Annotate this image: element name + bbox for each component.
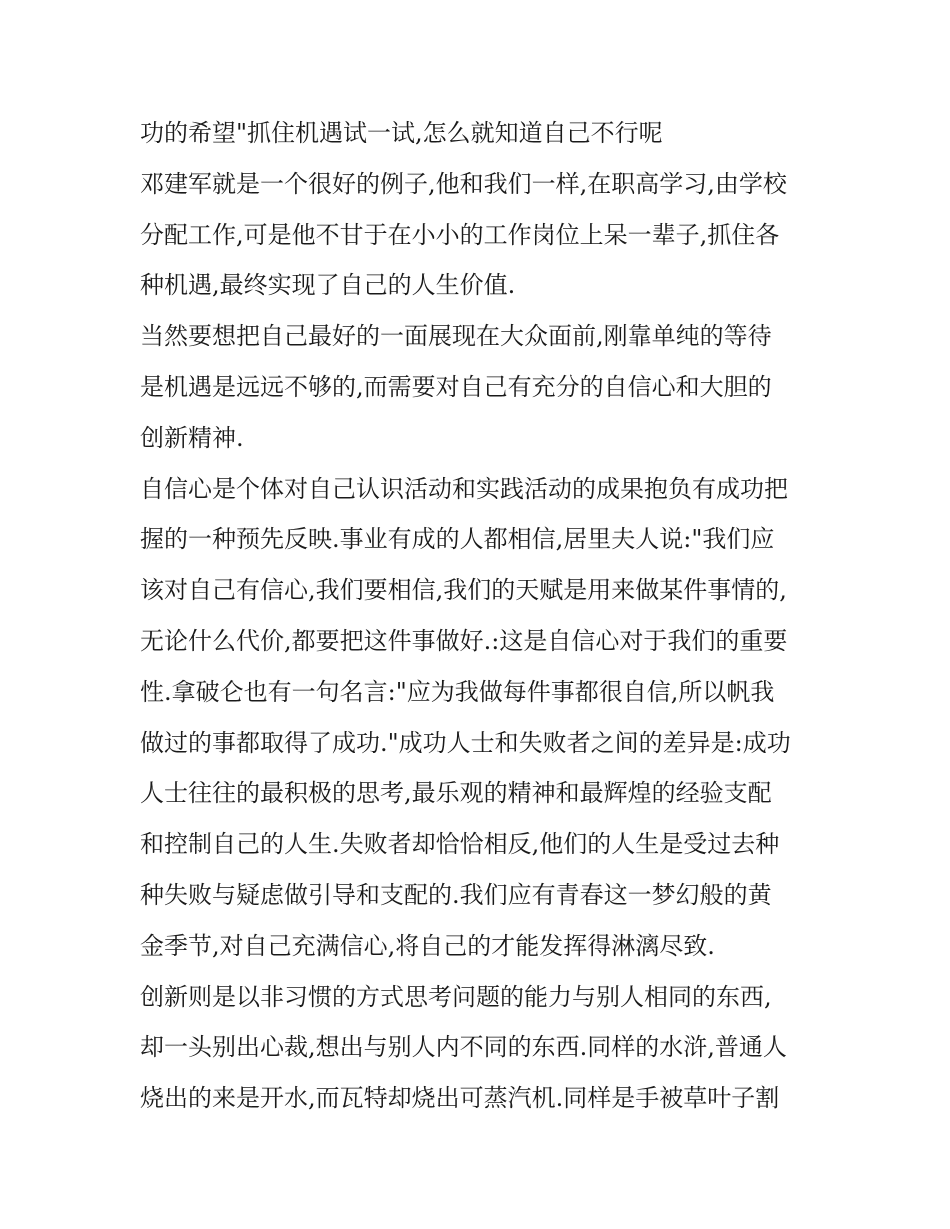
text-line: 性.拿破仑也有一句名言:"应为我做每件事都很自信,所以帆我 (140, 677, 775, 706)
text-line: 人士往往的最积极的思考,最乐观的精神和最辉煌的经验支配 (140, 779, 772, 808)
text-line: 分配工作,可是他不甘于在小小的工作岗位上呆一辈子,抓住各 (140, 220, 780, 249)
text-line: 自信心是个体对自己认识活动和实践活动的成果抱负有成功把 (140, 474, 788, 503)
text-line: 创新精神. (140, 423, 244, 452)
text-line: 无论什么代价,都要把这件事做好.:这是自信心对于我们的重要 (140, 626, 788, 655)
text-line: 功的希望"抓住机遇试一试,怎么就知道自己不行呢 (140, 119, 663, 147)
text-line: 邓建军就是一个很好的例子,他和我们一样,在职高学习,由学校 (140, 169, 787, 198)
text-line: 和控制自己的人生.失败者却恰恰相反,他们的人生是受过去种 (140, 830, 780, 859)
text-line: 创新则是以非习惯的方式思考问题的能力与别人相同的东西, (140, 982, 772, 1011)
text-line: 烧出的来是开水,而瓦特却烧出可蒸汽机.同样是手被草叶子割 (140, 1084, 780, 1113)
text-line: 是机遇是远远不够的,而需要对自己有充分的自信心和大胆的 (140, 372, 772, 401)
text-line: 握的一种预先反映.事业有成的人都相信,居里夫人说:"我们应 (140, 525, 775, 554)
text-line: 种机遇,最终实现了自己的人生价值. (140, 271, 516, 300)
text-line: 当然要想把自己最好的一面展现在大众面前,刚靠单纯的等待 (140, 322, 772, 351)
text-line: 金季节,对自己充满信心,将自己的才能发挥得淋漓尽致. (140, 931, 715, 960)
text-line: 该对自己有信心,我们要相信,我们的天赋是用来做某件事情的, (140, 576, 787, 605)
text-line: 种失败与疑虑做引导和支配的.我们应有青春这一梦幻般的黄 (140, 880, 772, 909)
text-line: 却一头别出心裁,想出与别人内不同的东西.同样的水浒,普通人 (140, 1033, 787, 1062)
body-text (140, 108, 820, 1124)
text-line: 做过的事都取得了成功."成功人士和失败者之间的差异是:成功 (140, 728, 791, 757)
